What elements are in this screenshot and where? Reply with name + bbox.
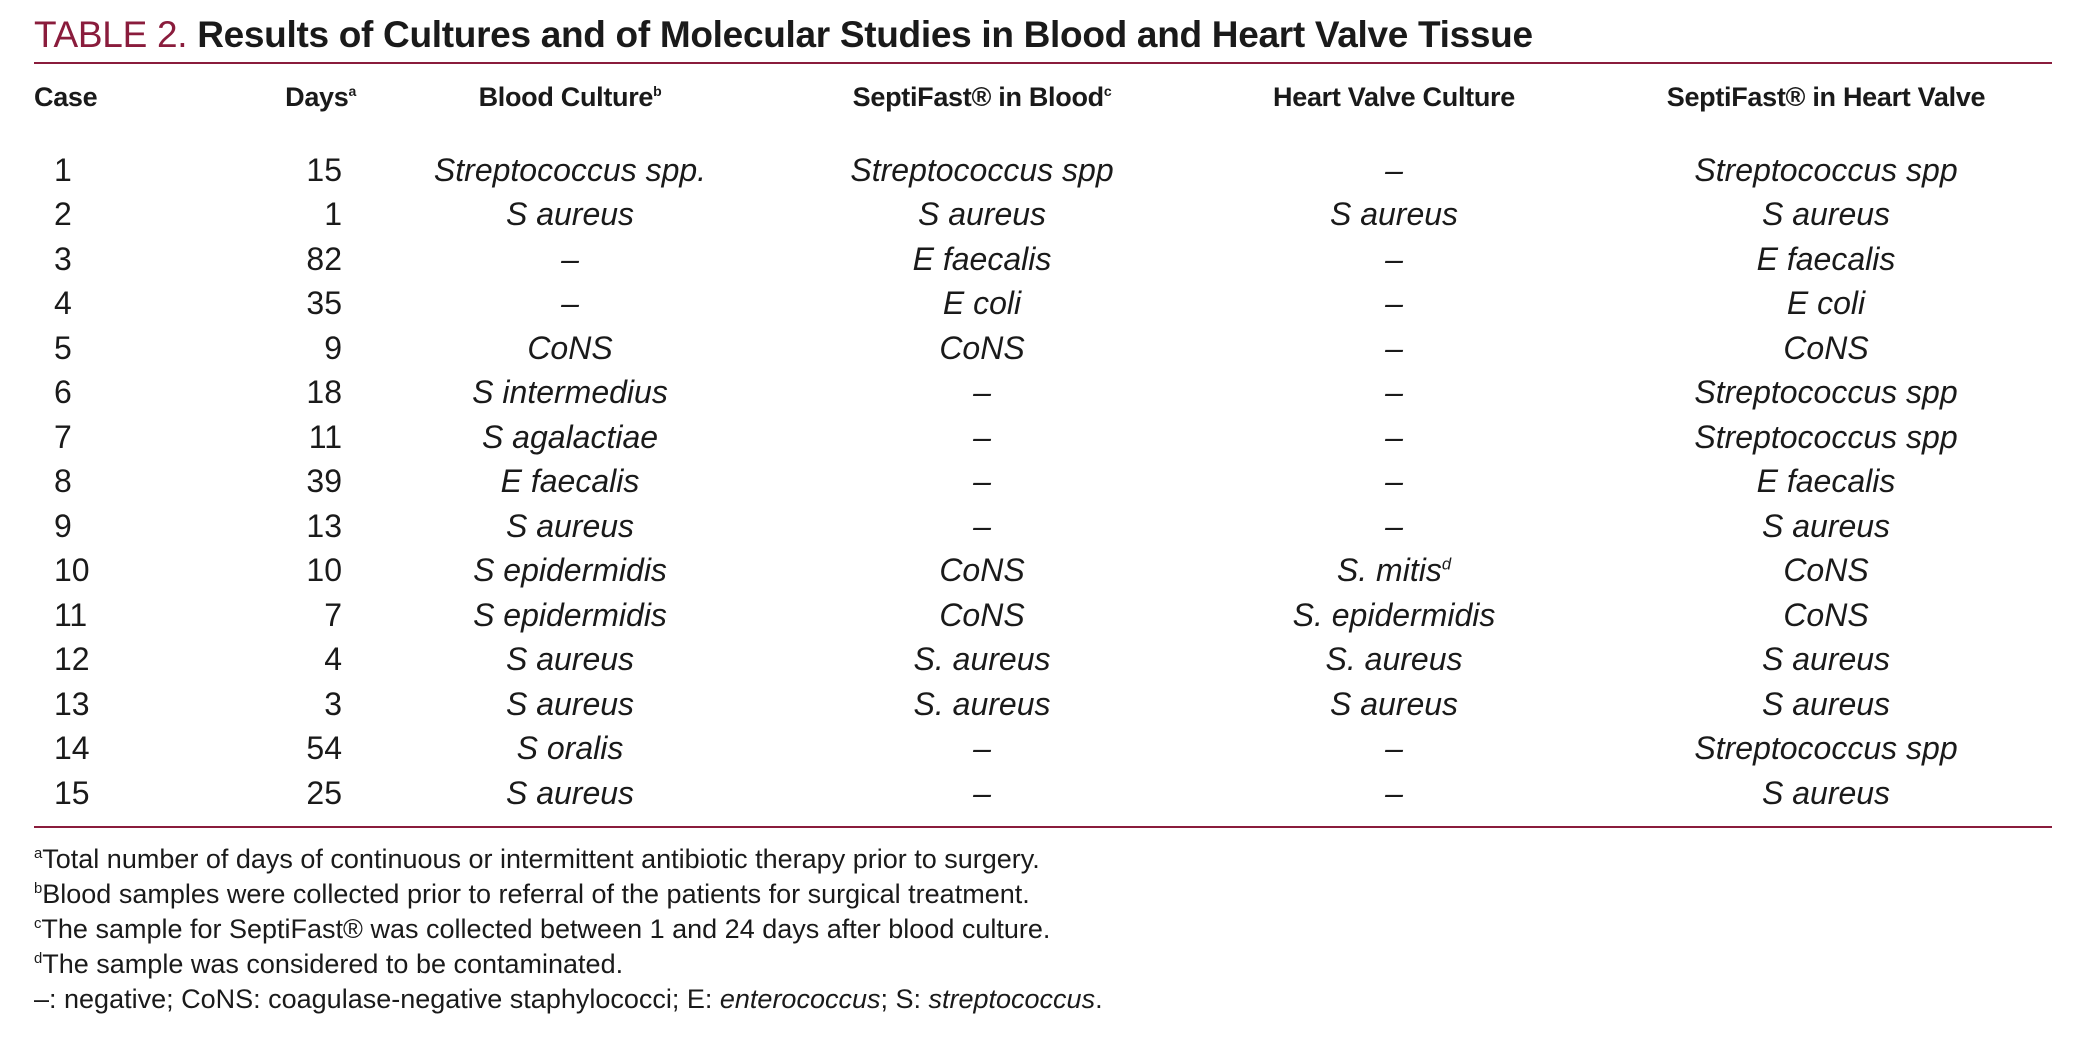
table-row (34, 638, 2052, 683)
table-row (34, 727, 2052, 772)
cell-blood: – (561, 240, 579, 277)
cell-blood: E faecalis (500, 463, 640, 500)
table-row (34, 282, 2052, 327)
table-row (34, 460, 2052, 505)
table-figure (34, 10, 2052, 1017)
cell-septi-valve: S aureus (1761, 196, 1891, 233)
cell-valve: S aureus (1329, 685, 1459, 722)
footnotes (34, 828, 2052, 1017)
cell-septi-valve: S aureus (1761, 641, 1891, 678)
table-header (34, 64, 2052, 130)
cell-days: 18 (306, 374, 342, 411)
table-label: TABLE 2. (34, 14, 188, 55)
cell-days: 13 (306, 507, 342, 544)
cell-days: 4 (324, 641, 342, 678)
cell-septi-valve: E faecalis (1756, 240, 1896, 277)
cell-valve: S aureus (1329, 196, 1459, 233)
table-row (34, 593, 2052, 638)
cell-case: 4 (54, 285, 72, 322)
cell-days: 54 (306, 730, 342, 767)
cell-septi-valve: Streptococcus spp (1694, 151, 1958, 188)
table-caption: Results of Cultures and of Molecular Studies in Blood and Heart Valve Tissue (197, 14, 1533, 55)
cell-blood: S aureus (505, 196, 635, 233)
footnote-abbreviations: –: negative; CoNS: coagulase-negative staphylococci; E: enterococcus; S: streptococcus. (34, 983, 1103, 1014)
cell-case: 12 (54, 641, 90, 678)
cell-valve: S. epidermidis (1292, 596, 1496, 633)
cell-days: 39 (306, 463, 342, 500)
column-header-case: Case (34, 81, 98, 112)
cell-case: 2 (54, 196, 72, 233)
cell-septi-valve: S aureus (1761, 685, 1891, 722)
cell-valve: – (1385, 285, 1403, 322)
cell-septi-blood: S aureus (917, 196, 1047, 233)
cell-septi-valve: CoNS (1783, 329, 1869, 366)
cell-valve: – (1385, 240, 1403, 277)
cell-valve: S. aureus (1325, 641, 1463, 678)
cell-valve: – (1385, 774, 1403, 811)
cell-days: 82 (306, 240, 342, 277)
cell-case: 8 (54, 463, 72, 500)
cell-case: 15 (54, 774, 90, 811)
cell-septi-valve: E coli (1786, 285, 1866, 322)
cell-blood: S intermedius (472, 374, 668, 411)
cell-septi-blood: – (973, 507, 991, 544)
cell-septi-blood: S. aureus (913, 685, 1051, 722)
cell-case: 13 (54, 685, 90, 722)
cell-case: 10 (54, 552, 90, 589)
cell-days: 3 (324, 685, 342, 722)
cell-case: 1 (54, 151, 72, 188)
table-row (34, 371, 2052, 416)
cell-septi-valve: E faecalis (1756, 463, 1896, 500)
results-table (34, 64, 2052, 826)
table-row (34, 682, 2052, 727)
cell-valve: – (1385, 463, 1403, 500)
cell-septi-blood: Streptococcus spp (850, 151, 1114, 188)
cell-blood: CoNS (527, 329, 613, 366)
table-row (34, 237, 2052, 282)
column-header-heart-valve-culture: Heart Valve Culture (1273, 81, 1515, 112)
column-header-blood-culture: Blood Culture$^b$ (478, 81, 662, 112)
cell-septi-valve: S aureus (1761, 774, 1891, 811)
header-row (34, 64, 2052, 130)
cell-septi-blood: CoNS (939, 329, 1025, 366)
table-row (34, 504, 2052, 549)
cell-septi-valve: Streptococcus spp (1694, 374, 1958, 411)
cell-septi-blood: – (973, 418, 991, 455)
cell-case: 9 (54, 507, 72, 544)
table-row (34, 415, 2052, 460)
cell-valve: – (1385, 730, 1403, 767)
cell-case: 14 (54, 730, 90, 767)
cell-septi-blood: CoNS (939, 552, 1025, 589)
table-title (34, 10, 2052, 62)
column-header-septifast-blood: SeptiFast® in Blood$^c$ (852, 81, 1112, 112)
cell-blood: S aureus (505, 774, 635, 811)
cell-blood: S aureus (505, 507, 635, 544)
table-body (34, 130, 2052, 826)
cell-septi-blood: – (973, 730, 991, 767)
cell-blood: S oralis (516, 730, 624, 767)
table-row (34, 549, 2052, 594)
cell-blood: Streptococcus spp. (433, 151, 707, 188)
cell-valve: – (1385, 507, 1403, 544)
footnote-c: $^c$The sample for SeptiFast® was collected between 1 and 24 days after blood culture. (34, 913, 1051, 944)
table-row (34, 771, 2052, 826)
cell-days: 35 (306, 285, 342, 322)
cell-blood: – (561, 285, 579, 322)
footnote-a: $^a$Total number of days of continuous or intermittent antibiotic therapy prior to surgery. (34, 843, 1040, 874)
cell-case: 7 (54, 418, 72, 455)
cell-septi-valve: CoNS (1783, 552, 1869, 589)
column-header-septifast-heart-valve: SeptiFast® in Heart Valve (1666, 81, 1986, 112)
cell-valve: – (1385, 418, 1403, 455)
cell-case: 5 (54, 329, 72, 366)
cell-valve: – (1385, 151, 1403, 188)
cell-blood: S epidermidis (473, 552, 667, 589)
cell-blood: S aureus (505, 685, 635, 722)
cell-case: 3 (54, 240, 72, 277)
cell-days: 25 (306, 774, 342, 811)
column-header-days: Days$^a$ (285, 81, 356, 112)
cell-septi-blood: – (973, 374, 991, 411)
table-row (34, 193, 2052, 238)
table-row (34, 130, 2052, 193)
cell-septi-blood: S. aureus (913, 641, 1051, 678)
cell-days: 10 (306, 552, 342, 589)
cell-septi-blood: – (973, 463, 991, 500)
cell-days: 15 (306, 151, 342, 188)
footnote-d: $^d$The sample was considered to be contaminated. (34, 948, 624, 979)
cell-septi-blood: E faecalis (912, 240, 1052, 277)
cell-valve: – (1385, 374, 1403, 411)
cell-blood: S agalactiae (481, 418, 659, 455)
cell-days: 11 (308, 418, 342, 455)
cell-valve: – (1385, 329, 1403, 366)
cell-septi-valve: S aureus (1761, 507, 1891, 544)
cell-septi-blood: – (973, 774, 991, 811)
cell-septi-blood: CoNS (939, 596, 1025, 633)
cell-case: 6 (54, 374, 72, 411)
cell-blood: S aureus (505, 641, 635, 678)
cell-days: 1 (324, 196, 342, 233)
footnote-b: $^b$Blood samples were collected prior to referral of the patients for surgical treatment. (34, 878, 1030, 909)
cell-valve: S. mitis$^d$ (1336, 552, 1452, 589)
cell-blood: S epidermidis (473, 596, 667, 633)
cell-septi-valve: Streptococcus spp (1694, 418, 1958, 455)
cell-case: 11 (54, 596, 88, 633)
cell-septi-valve: CoNS (1783, 596, 1869, 633)
cell-days: 9 (324, 329, 342, 366)
cell-days: 7 (324, 596, 342, 633)
table-row (34, 326, 2052, 371)
cell-septi-valve: Streptococcus spp (1694, 730, 1958, 767)
cell-septi-blood: E coli (942, 285, 1022, 322)
